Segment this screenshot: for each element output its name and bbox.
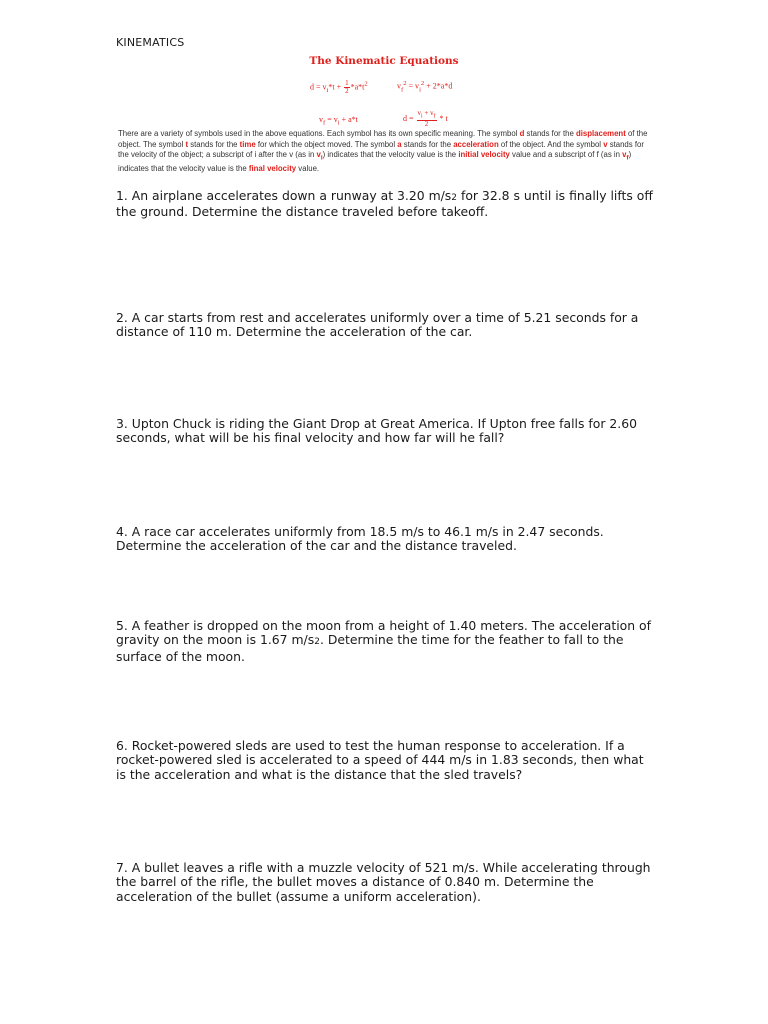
equation-final-velocity: $v_f = v_i + a*t$	[319, 115, 358, 127]
equation-displacement-time: $d = v_i*t$ + $\frac{1}{2}$ $*a*t^2$	[310, 79, 368, 95]
symbols-explanation: There are a variety of symbols used in the above equations. Each symbol has its own specific meaning. The symbol d stands for the displacement of the object. The symbol t stands for the time for which the object moved. The symbol a stands for the acceleration of the object. And the symbol v stands for the velocity of the object; a subscript of i after the v (as in $v_i$) indicates that the velocity value is the initial velocity value and a subscript of f (as in $v_f$) indicates that the velocity value is the final velocity value.	[118, 129, 648, 174]
problem-2: 2. A car starts from rest and accelerates uniformly over a time of 5.21 seconds for a distance of 110 m. Determine the acceleration of the car.	[116, 310, 639, 340]
problem-7: 7. A bullet leaves a rifle with a muzzle velocity of 521 m/s. While accelerating through the barrel of the rifle, the bullet moves a distance of 0.840 m. Determine the acceleration of the bullet (assume a uniform acceleration).	[116, 860, 651, 904]
equations-title: The Kinematic Equations	[309, 55, 459, 67]
problem-6: 6. Rocket-powered sleds are used to test the human response to acceleration. If a rocket-powered sled is accelerated to a speed of 444 m/s in 1.83 seconds, then what is the acceleration and what is the distance that the sled travels?	[116, 738, 644, 782]
equation-velocity-squared: $v_f^2 = v_i^2 + 2*a*d$	[397, 80, 453, 94]
page-header-label: KINEMATICS	[116, 36, 185, 49]
problem-1: 1. An airplane accelerates down a runway at 3.20 m/s2 for 32.8 s until is finally lifts off the ground. Determine the distance traveled before takeoff.	[116, 188, 653, 220]
problem-4: 4. A race car accelerates uniformly from 18.5 m/s to 46.1 m/s in 2.47 seconds. Determine the acceleration of the car and the distance traveled.	[116, 524, 604, 554]
equation-average-velocity: d = $\frac{v_i + v_f}{2}$ * t	[403, 109, 448, 129]
problem-3: 3. Upton Chuck is riding the Giant Drop at Great America. If Upton free falls for 2.60 seconds, what will be his final velocity and how far will he fall?	[116, 416, 637, 446]
problem-5: 5. A feather is dropped on the moon from a height of 1.40 meters. The acceleration of gravity on the moon is 1.67 m/s2. Determine the time for the feather to fall to the surface of the moon.	[116, 618, 651, 664]
